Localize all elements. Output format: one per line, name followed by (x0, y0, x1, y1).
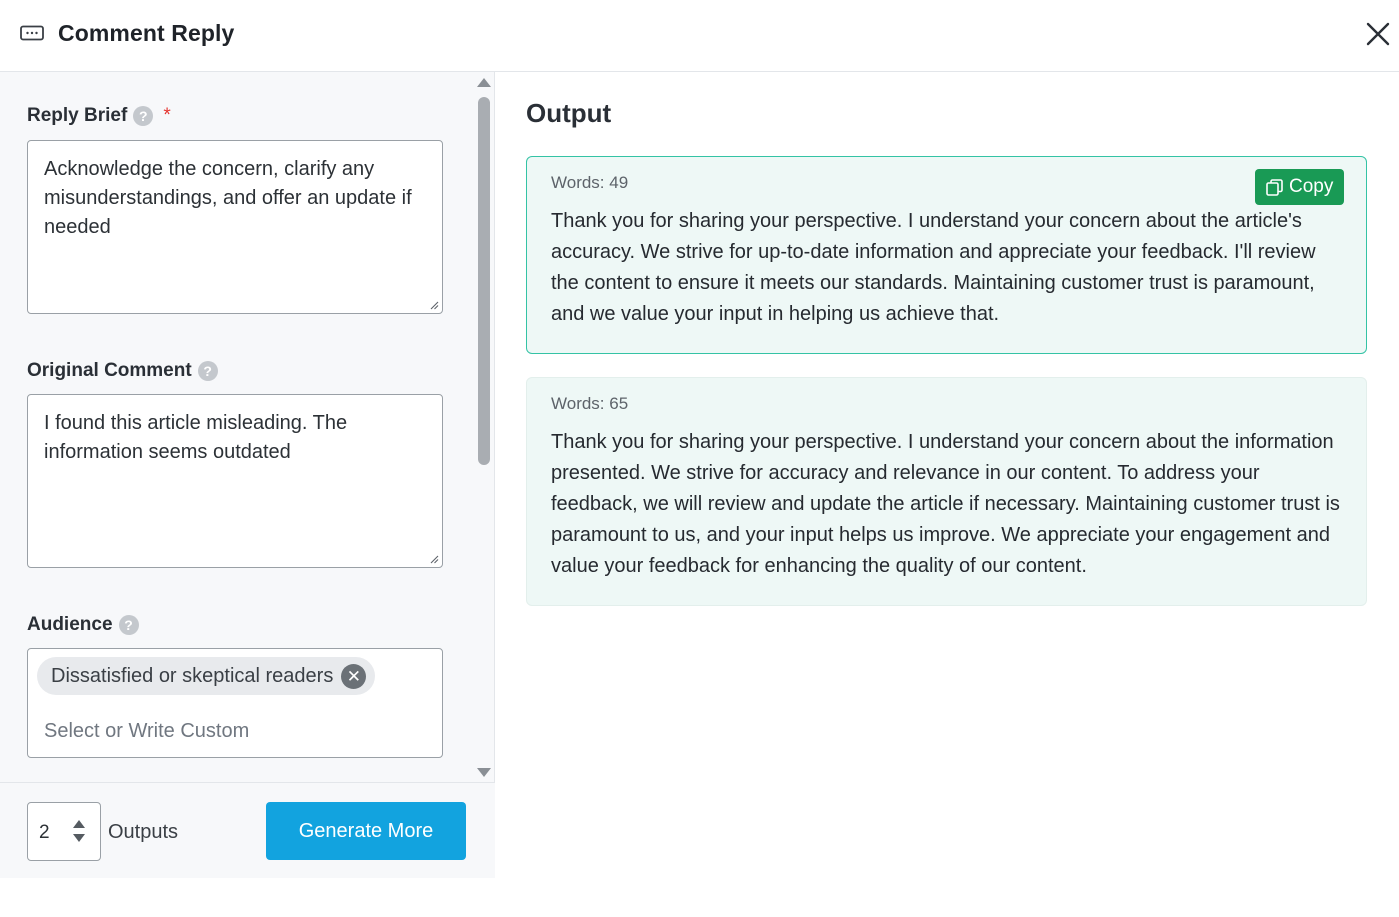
copy-icon (1266, 179, 1283, 196)
word-count: Words: 65 (551, 394, 629, 413)
output-card[interactable] (526, 377, 1367, 606)
required-marker: * (163, 105, 171, 126)
output-title: Output (526, 98, 612, 128)
original-comment-textarea[interactable] (27, 394, 443, 568)
audience-tag-label: Dissatisfied or skeptical readers (51, 665, 334, 687)
word-count: Words: 49 (551, 173, 629, 192)
output-text: Thank you for sharing your perspective. I understand your concern about the information presented. We strive for accuracy and relevance in our content. To address your feedback, we will review and update the article if necessary. Maintaining customer trust is paramount to us, and your input helps us improve. We appreciate your engagement and value your feedback for enhancing the quality of our content. (551, 431, 1340, 577)
audience-tag-input[interactable] (27, 648, 443, 758)
outputs-label: Outputs (108, 821, 179, 843)
increment-arrow-icon[interactable] (73, 820, 85, 828)
form-scroll-area[interactable] (0, 72, 495, 782)
reply-brief-label (27, 105, 171, 127)
output-text: Thank you for sharing your perspective. I understand your concern about the article's accuracy. We strive for up-to-date information and appreciate your feedback. I'll review the content to ensure it meets our standards. Maintaining customer trust is paramount, and we value your input in helping us achieve that. (551, 210, 1316, 325)
resize-handle-icon[interactable] (429, 300, 439, 310)
dialog-title: Comment Reply (58, 20, 235, 46)
scroll-up-arrow-icon[interactable] (477, 78, 491, 87)
original-comment-label (27, 360, 218, 382)
audience-label (27, 614, 139, 636)
reply-brief-value: Acknowledge the concern, clarify any misunderstandings, and offer an update if needed (44, 158, 412, 238)
audience-label-text: Audience (27, 614, 113, 635)
outputs-count[interactable]: 2 (39, 822, 50, 843)
copy-label: Copy (1289, 176, 1334, 197)
output-card[interactable] (526, 156, 1367, 354)
decrement-arrow-icon[interactable] (73, 834, 85, 842)
remove-tag-icon[interactable]: ✕ (341, 664, 366, 689)
resize-handle-icon[interactable] (429, 554, 439, 564)
scrollbar-thumb[interactable] (478, 97, 490, 465)
generate-more-button[interactable]: Generate More (266, 802, 466, 860)
reply-brief-label-text: Reply Brief (27, 105, 128, 126)
form-footer (0, 782, 495, 878)
outputs-stepper[interactable] (27, 802, 101, 861)
help-icon[interactable]: ? (198, 361, 218, 381)
scroll-down-arrow-icon[interactable] (477, 768, 491, 777)
audience-placeholder[interactable]: Select or Write Custom (44, 720, 250, 742)
close-icon[interactable] (1362, 18, 1394, 50)
help-icon[interactable]: ? (119, 615, 139, 635)
original-comment-label-text: Original Comment (27, 360, 192, 381)
output-panel (496, 72, 1399, 878)
copy-button[interactable] (1255, 169, 1344, 205)
dialog-header (0, 0, 1399, 72)
help-icon[interactable]: ? (133, 106, 153, 126)
input-panel (0, 72, 495, 878)
original-comment-value: I found this article misleading. The information seems outdated (44, 412, 348, 463)
keyboard-icon (20, 25, 44, 41)
reply-brief-textarea[interactable] (27, 140, 443, 314)
audience-tag (37, 657, 375, 695)
